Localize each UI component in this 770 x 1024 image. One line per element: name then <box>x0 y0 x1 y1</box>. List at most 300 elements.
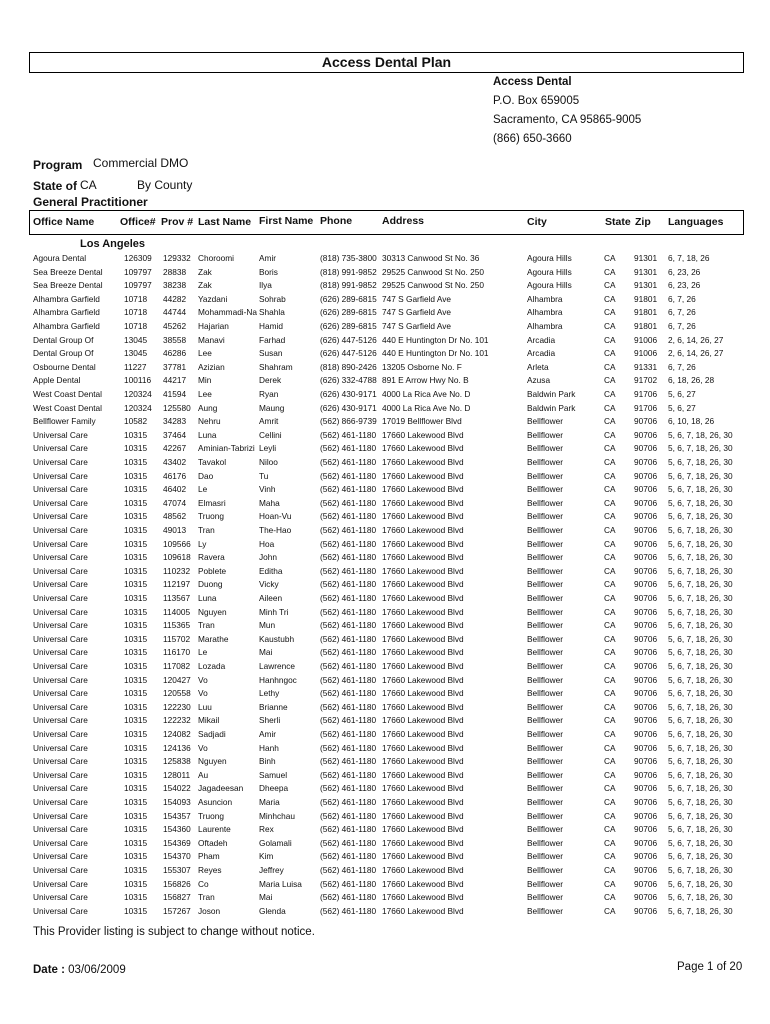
cell-last-name: Le <box>198 484 208 495</box>
cell-office-name: Universal Care <box>33 701 88 712</box>
cell-state: CA <box>604 837 616 848</box>
cell-city: Bellflower <box>527 606 563 617</box>
cell-office-name: Bellflower Family <box>33 416 96 427</box>
cell-office-name: Universal Care <box>33 497 88 508</box>
program-label: Program <box>33 158 83 172</box>
cell-prov-number: 124136 <box>163 742 191 753</box>
cell-phone: (562) 461-1180 <box>320 837 377 848</box>
cell-languages: 5, 6, 7, 18, 26, 30 <box>668 429 733 440</box>
cell-office-number: 10315 <box>124 701 148 712</box>
cell-zip: 90706 <box>634 783 658 794</box>
cell-phone: (626) 289-6815 <box>320 307 377 318</box>
table-row <box>0 389 770 403</box>
cell-phone: (562) 461-1180 <box>320 565 377 576</box>
cell-address: 17660 Lakewood Blvd <box>382 892 464 903</box>
cell-last-name: Sadjadi <box>198 729 226 739</box>
cell-phone: (626) 332-4788 <box>320 375 377 386</box>
cell-first-name: Brianne <box>259 701 288 712</box>
cell-address: 17660 Lakewood Blvd <box>382 511 464 522</box>
cell-last-name: Aung <box>198 402 218 413</box>
cell-zip: 90706 <box>634 769 658 780</box>
cell-state: CA <box>604 266 616 277</box>
cell-state: CA <box>604 511 616 522</box>
cell-first-name: Sohrab <box>259 293 286 304</box>
cell-prov-number: 154022 <box>163 783 191 794</box>
cell-office-number: 10315 <box>124 688 148 699</box>
cell-zip: 90706 <box>634 647 658 658</box>
cell-first-name: Maha <box>259 497 280 508</box>
cell-address: 17660 Lakewood Blvd <box>382 701 464 712</box>
cell-address: 17660 Lakewood Blvd <box>382 905 464 916</box>
table-row <box>0 416 770 430</box>
cell-languages: 2, 6, 14, 26, 27 <box>668 334 724 345</box>
cell-prov-number: 47074 <box>163 497 187 508</box>
by-county-label: By County <box>137 178 193 192</box>
cell-state: CA <box>604 824 616 835</box>
cell-office-name: Universal Care <box>33 810 88 821</box>
cell-office-name: Universal Care <box>33 851 88 862</box>
cell-city: Bellflower <box>527 443 563 454</box>
program-value: Commercial DMO <box>93 156 189 170</box>
cell-first-name: Kaustubh <box>259 633 295 644</box>
cell-zip: 91706 <box>634 389 658 399</box>
cell-languages: 5, 6, 7, 18, 26, 30 <box>668 552 733 563</box>
cell-phone: (562) 461-1180 <box>320 810 377 821</box>
cell-first-name: Mai <box>259 647 273 658</box>
cell-address: 747 S Garfield Ave <box>382 307 452 318</box>
cell-state: CA <box>604 742 616 753</box>
cell-city: Bellflower <box>527 824 563 835</box>
cell-first-name: Vinh <box>259 484 276 495</box>
cell-last-name: Asuncion <box>198 797 233 807</box>
cell-address: 4000 La Rica Ave No. D <box>382 389 471 399</box>
cell-address: 747 S Garfield Ave <box>382 321 452 331</box>
cell-first-name: Shahram <box>259 361 293 372</box>
cell-phone: (626) 289-6815 <box>320 293 377 304</box>
col-state: State <box>605 216 631 228</box>
cell-last-name: Elmasri <box>198 497 226 508</box>
cell-prov-number: 128011 <box>163 769 191 780</box>
cell-prov-number: 44217 <box>163 375 187 386</box>
cell-first-name: Minh Tri <box>259 606 289 617</box>
cell-languages: 6, 7, 26 <box>668 321 696 331</box>
col-city: City <box>527 216 547 228</box>
cell-phone: (818) 890-2426 <box>320 361 377 372</box>
cell-zip: 91006 <box>634 334 658 345</box>
cell-first-name: Hoan-Vu <box>259 511 292 522</box>
cell-last-name: Min <box>198 375 212 386</box>
cell-phone: (562) 461-1180 <box>320 769 377 780</box>
cell-languages: 5, 6, 7, 18, 26, 30 <box>668 443 733 454</box>
cell-first-name: Mun <box>259 620 276 631</box>
cell-zip: 90706 <box>634 837 658 848</box>
cell-state: CA <box>604 593 616 603</box>
col-address: Address <box>382 215 425 227</box>
cell-zip: 90706 <box>634 606 658 617</box>
cell-city: Bellflower <box>527 837 563 848</box>
cell-address: 17660 Lakewood Blvd <box>382 783 464 794</box>
cell-phone: (562) 461-1180 <box>320 892 377 903</box>
cell-prov-number: 154369 <box>163 837 191 848</box>
cell-first-name: Amir <box>259 729 277 739</box>
cell-state: CA <box>604 715 616 726</box>
cell-office-name: Universal Care <box>33 429 88 440</box>
cell-office-name: Universal Care <box>33 525 88 535</box>
cell-languages: 6, 7, 26 <box>668 361 696 372</box>
cell-address: 17660 Lakewood Blvd <box>382 538 464 549</box>
cell-languages: 2, 6, 14, 26, 27 <box>668 348 724 359</box>
cell-city: Bellflower <box>527 715 563 726</box>
cell-languages: 5, 6, 7, 18, 26, 30 <box>668 538 733 549</box>
cell-address: 17660 Lakewood Blvd <box>382 797 464 807</box>
table-row <box>0 552 770 566</box>
cell-office-name: Universal Care <box>33 565 88 576</box>
cell-languages: 5, 6, 7, 18, 26, 30 <box>668 647 733 658</box>
col-zip: Zip <box>635 216 651 228</box>
cell-state: CA <box>604 674 616 685</box>
cell-office-name: Apple Dental <box>33 375 81 386</box>
cell-first-name: Samuel <box>259 769 288 780</box>
cell-office-number: 10315 <box>124 457 148 467</box>
cell-prov-number: 116170 <box>163 647 191 658</box>
address-phone: (866) 650-3660 <box>493 133 572 145</box>
table-row <box>0 811 770 825</box>
cell-phone: (562) 461-1180 <box>320 429 377 440</box>
col-prov-number: Prov # <box>161 216 194 228</box>
cell-office-name: Universal Care <box>33 769 88 780</box>
cell-office-name: Universal Care <box>33 620 88 631</box>
cell-phone: (562) 461-1180 <box>320 851 377 862</box>
cell-prov-number: 156826 <box>163 878 191 889</box>
cell-office-number: 10582 <box>124 416 148 427</box>
cell-office-number: 10315 <box>124 565 148 576</box>
table-row <box>0 865 770 879</box>
cell-office-number: 10315 <box>124 865 148 875</box>
cell-first-name: Rex <box>259 824 274 835</box>
date-label: Date : <box>33 964 65 976</box>
cell-office-number: 10315 <box>124 511 148 522</box>
cell-last-name: Vo <box>198 742 208 753</box>
cell-zip: 90706 <box>634 593 658 603</box>
cell-state: CA <box>604 783 616 794</box>
cell-city: Bellflower <box>527 565 563 576</box>
cell-languages: 5, 6, 7, 18, 26, 30 <box>668 674 733 685</box>
cell-languages: 5, 6, 7, 18, 26, 30 <box>668 661 733 671</box>
cell-city: Alhambra <box>527 321 563 331</box>
cell-address: 17660 Lakewood Blvd <box>382 579 464 590</box>
cell-prov-number: 38238 <box>163 280 187 291</box>
table-row <box>0 593 770 607</box>
table-row <box>0 511 770 525</box>
cell-office-number: 10315 <box>124 484 148 495</box>
cell-zip: 90706 <box>634 742 658 753</box>
cell-phone: (562) 461-1180 <box>320 538 377 549</box>
cell-first-name: Golamali <box>259 837 292 848</box>
cell-last-name: Luna <box>198 429 217 440</box>
cell-prov-number: 117082 <box>163 661 191 671</box>
cell-last-name: Mohammadi-Na <box>198 307 258 318</box>
table-row <box>0 906 770 920</box>
table-row <box>0 783 770 797</box>
cell-last-name: Luna <box>198 593 217 603</box>
cell-city: Bellflower <box>527 552 563 563</box>
cell-office-name: Universal Care <box>33 538 88 549</box>
cell-languages: 5, 6, 7, 18, 26, 30 <box>668 593 733 603</box>
cell-address: 17660 Lakewood Blvd <box>382 810 464 821</box>
cell-office-number: 10315 <box>124 606 148 617</box>
cell-city: Arcadia <box>527 348 556 359</box>
cell-phone: (562) 461-1180 <box>320 525 377 535</box>
table-row <box>0 375 770 389</box>
cell-office-name: Alhambra Garfield <box>33 307 100 318</box>
cell-languages: 6, 23, 26 <box>668 266 701 277</box>
cell-city: Arcadia <box>527 334 556 345</box>
table-row <box>0 566 770 580</box>
cell-prov-number: 129332 <box>163 253 191 263</box>
page-number: Page 1 of 20 <box>677 961 743 973</box>
cell-prov-number: 48562 <box>163 511 187 522</box>
cell-city: Bellflower <box>527 497 563 508</box>
cell-address: 891 E Arrow Hwy No. B <box>382 375 469 386</box>
cell-state: CA <box>604 484 616 495</box>
cell-last-name: Reyes <box>198 865 222 875</box>
cell-phone: (562) 461-1180 <box>320 579 377 590</box>
cell-last-name: Jagadeesan <box>198 783 244 794</box>
cell-address: 17660 Lakewood Blvd <box>382 661 464 671</box>
cell-office-name: Universal Care <box>33 443 88 454</box>
cell-office-number: 109797 <box>124 280 152 291</box>
cell-city: Bellflower <box>527 416 563 427</box>
cell-address: 17660 Lakewood Blvd <box>382 715 464 726</box>
cell-state: CA <box>604 253 616 263</box>
cell-zip: 91301 <box>634 280 658 291</box>
cell-last-name: Mikail <box>198 715 220 726</box>
cell-state: CA <box>604 729 616 739</box>
table-row <box>0 702 770 716</box>
cell-languages: 5, 6, 7, 18, 26, 30 <box>668 579 733 590</box>
cell-address: 440 E Huntington Dr No. 101 <box>382 334 489 345</box>
cell-languages: 5, 6, 7, 18, 26, 30 <box>668 742 733 753</box>
cell-last-name: Lee <box>198 348 212 359</box>
cell-phone: (562) 461-1180 <box>320 457 377 467</box>
cell-phone: (562) 461-1180 <box>320 742 377 753</box>
cell-state: CA <box>604 620 616 631</box>
table-row <box>0 661 770 675</box>
cell-languages: 5, 6, 7, 18, 26, 30 <box>668 756 733 767</box>
cell-address: 747 S Garfield Ave <box>382 293 452 304</box>
cell-zip: 90706 <box>634 865 658 875</box>
cell-phone: (562) 461-1180 <box>320 470 377 481</box>
cell-city: Bellflower <box>527 742 563 753</box>
cell-last-name: Marathe <box>198 633 229 644</box>
cell-office-name: Universal Care <box>33 647 88 658</box>
cell-first-name: Maria <box>259 797 280 807</box>
col-office-name: Office Name <box>33 216 95 228</box>
cell-languages: 5, 6, 7, 18, 26, 30 <box>668 837 733 848</box>
cell-address: 17660 Lakewood Blvd <box>382 484 464 495</box>
cell-languages: 5, 6, 7, 18, 26, 30 <box>668 688 733 699</box>
cell-state: CA <box>604 348 616 359</box>
cell-state: CA <box>604 851 616 862</box>
cell-prov-number: 37781 <box>163 361 187 372</box>
cell-phone: (562) 461-1180 <box>320 878 377 889</box>
cell-city: Bellflower <box>527 797 563 807</box>
cell-zip: 90706 <box>634 824 658 835</box>
cell-zip: 90706 <box>634 579 658 590</box>
cell-prov-number: 115365 <box>163 620 191 631</box>
cell-last-name: Duong <box>198 579 223 590</box>
table-row <box>0 335 770 349</box>
cell-address: 17660 Lakewood Blvd <box>382 470 464 481</box>
cell-address: 17019 Bellflower Blvd <box>382 416 462 427</box>
cell-first-name: Maria Luisa <box>259 878 302 889</box>
cell-last-name: Truong <box>198 810 224 821</box>
cell-phone: (562) 461-1180 <box>320 905 377 916</box>
cell-last-name: Dao <box>198 470 214 481</box>
cell-office-number: 100116 <box>124 375 152 386</box>
cell-zip: 90706 <box>634 497 658 508</box>
cell-state: CA <box>604 606 616 617</box>
cell-office-number: 10315 <box>124 892 148 903</box>
cell-office-name: Universal Care <box>33 892 88 903</box>
cell-last-name: Ravera <box>198 552 225 563</box>
cell-office-name: Dental Group Of <box>33 334 94 345</box>
cell-languages: 6, 7, 18, 26 <box>668 253 710 263</box>
col-office-number: Office# <box>120 216 156 228</box>
cell-state: CA <box>604 307 616 318</box>
cell-prov-number: 125838 <box>163 756 191 767</box>
cell-zip: 90706 <box>634 729 658 739</box>
cell-zip: 90706 <box>634 756 658 767</box>
cell-phone: (562) 461-1180 <box>320 484 377 495</box>
cell-office-number: 10315 <box>124 661 148 671</box>
table-row <box>0 879 770 893</box>
cell-state: CA <box>604 579 616 590</box>
cell-last-name: Nehru <box>198 416 221 427</box>
cell-office-number: 10315 <box>124 538 148 549</box>
cell-prov-number: 120558 <box>163 688 191 699</box>
cell-office-name: Dental Group Of <box>33 348 94 359</box>
cell-languages: 5, 6, 7, 18, 26, 30 <box>668 865 733 875</box>
cell-state: CA <box>604 538 616 549</box>
cell-city: Bellflower <box>527 647 563 658</box>
col-last-name: Last Name <box>198 216 252 228</box>
cell-first-name: Derek <box>259 375 282 386</box>
table-row <box>0 824 770 838</box>
cell-last-name: Tran <box>198 525 215 535</box>
cell-office-number: 11227 <box>124 361 147 372</box>
cell-city: Agoura Hills <box>527 280 572 291</box>
cell-zip: 90706 <box>634 661 658 671</box>
cell-state: CA <box>604 797 616 807</box>
cell-office-name: Universal Care <box>33 633 88 644</box>
cell-city: Bellflower <box>527 769 563 780</box>
table-row <box>0 280 770 294</box>
cell-state: CA <box>604 661 616 671</box>
table-row <box>0 851 770 865</box>
cell-first-name: Niloo <box>259 457 278 467</box>
cell-address: 17660 Lakewood Blvd <box>382 565 464 576</box>
cell-prov-number: 157267 <box>163 905 191 916</box>
cell-state: CA <box>604 892 616 903</box>
cell-last-name: Truong <box>198 511 224 522</box>
cell-city: Bellflower <box>527 810 563 821</box>
cell-zip: 90706 <box>634 525 658 535</box>
cell-last-name: Yazdani <box>198 293 228 304</box>
cell-prov-number: 109618 <box>163 552 191 563</box>
cell-state: CA <box>604 865 616 875</box>
cell-first-name: Mai <box>259 892 273 903</box>
col-phone: Phone <box>320 215 353 227</box>
cell-first-name: Farhad <box>259 334 286 345</box>
cell-office-number: 10718 <box>124 321 148 331</box>
cell-zip: 90706 <box>634 701 658 712</box>
cell-state: CA <box>604 701 616 712</box>
cell-languages: 5, 6, 7, 18, 26, 30 <box>668 769 733 780</box>
cell-office-number: 10315 <box>124 756 148 767</box>
cell-office-name: Universal Care <box>33 688 88 699</box>
cell-prov-number: 38558 <box>163 334 187 345</box>
cell-prov-number: 43402 <box>163 457 187 467</box>
cell-office-number: 10315 <box>124 470 148 481</box>
cell-state: CA <box>604 756 616 767</box>
cell-prov-number: 125580 <box>163 402 191 413</box>
cell-first-name: Minhchau <box>259 810 295 821</box>
cell-address: 17660 Lakewood Blvd <box>382 593 464 603</box>
cell-city: Bellflower <box>527 701 563 712</box>
cell-city: Bellflower <box>527 674 563 685</box>
cell-state: CA <box>604 905 616 916</box>
cell-zip: 90706 <box>634 443 658 454</box>
cell-last-name: Aminian-Tabrizi <box>198 443 255 454</box>
cell-zip: 90706 <box>634 416 658 427</box>
cell-city: Bellflower <box>527 593 563 603</box>
cell-city: Bellflower <box>527 633 563 644</box>
cell-last-name: Le <box>198 647 208 658</box>
cell-last-name: Au <box>198 769 209 780</box>
cell-languages: 5, 6, 7, 18, 26, 30 <box>668 620 733 631</box>
cell-last-name: Nguyen <box>198 606 227 617</box>
cell-first-name: Cellini <box>259 429 282 440</box>
cell-office-name: Universal Care <box>33 729 88 739</box>
cell-state: CA <box>604 470 616 481</box>
cell-office-number: 13045 <box>124 348 148 359</box>
cell-phone: (562) 461-1180 <box>320 552 377 563</box>
cell-phone: (562) 461-1180 <box>320 511 377 522</box>
cell-phone: (818) 991-9852 <box>320 266 377 277</box>
cell-phone: (562) 461-1180 <box>320 729 377 739</box>
cell-languages: 5, 6, 7, 18, 26, 30 <box>668 851 733 862</box>
cell-office-name: Universal Care <box>33 593 88 603</box>
cell-languages: 6, 18, 26, 28 <box>668 375 715 386</box>
cell-address: 17660 Lakewood Blvd <box>382 633 464 644</box>
cell-office-number: 10315 <box>124 429 148 440</box>
cell-state: CA <box>604 293 616 304</box>
cell-prov-number: 114005 <box>163 606 191 617</box>
cell-office-number: 10315 <box>124 633 148 644</box>
cell-office-name: Alhambra Garfield <box>33 293 100 304</box>
col-first-name: First Name <box>259 215 314 227</box>
cell-first-name: Editha <box>259 565 283 576</box>
cell-first-name: Lawrence <box>259 661 295 671</box>
cell-prov-number: 154093 <box>163 797 191 807</box>
cell-office-name: Universal Care <box>33 783 88 794</box>
cell-last-name: Joson <box>198 905 221 916</box>
cell-zip: 91301 <box>634 266 658 277</box>
table-row <box>0 647 770 661</box>
cell-first-name: Kim <box>259 851 274 862</box>
cell-zip: 91301 <box>634 253 658 263</box>
